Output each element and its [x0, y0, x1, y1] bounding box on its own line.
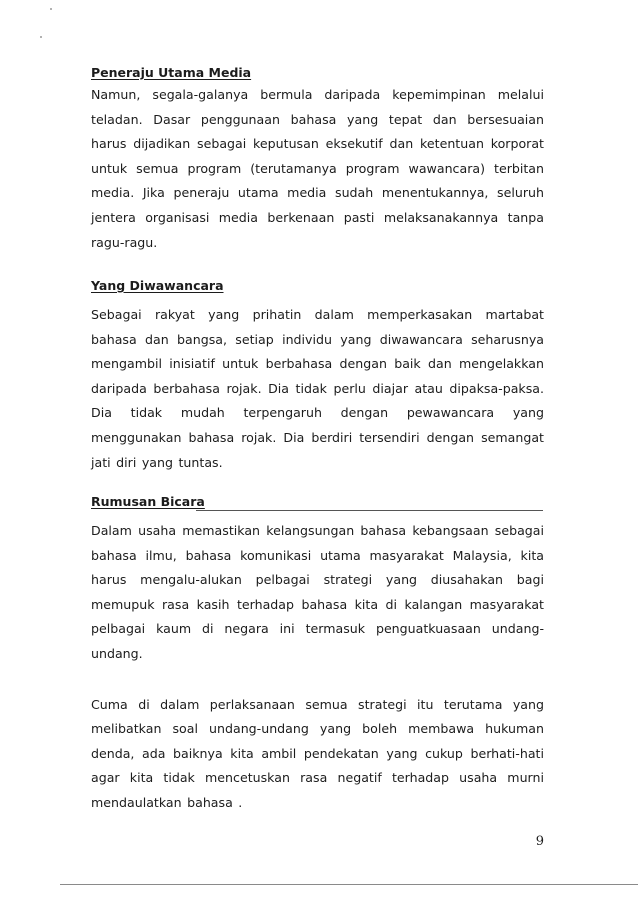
scan-speck — [50, 8, 52, 10]
paragraph: Dalam usaha memastikan kelangsungan bahasa kebangsaan sebagai bahasa ilmu, bahasa komunikasi utama masyarakat Malaysia, kita harus mengalu-alukan pelbagai strategi yang diusahakan bagi memupuk rasa kasih terhadap bahasa kita di kalangan masyarakat pelbagai kaum di negara ini termasuk penguatkuasaan undang-undang. — [91, 523, 544, 661]
section-peneraju-utama-media — [91, 62, 544, 255]
section-heading: Peneraju Utama Media — [91, 65, 252, 80]
paragraph: Cuma di dalam perlaksanaan semua strategi itu terutama yang melibatkan soal undang-undang yang boleh membawa hukuman denda, ada baiknya kita ambil pendekatan yang cukup berhati-hati agar kita tidak mencetuskan rasa negatif terhadap usaha murni mendaulatkan bahasa . — [91, 696, 544, 810]
section-rumusan-bicara — [91, 491, 544, 816]
section-heading: Rumusan Bicara — [91, 494, 205, 509]
scan-speck — [40, 36, 42, 38]
section-heading: Yang Diwawancara — [91, 278, 224, 293]
section-yang-diwawancara — [91, 275, 544, 475]
paragraph: Sebagai rakyat yang prihatin dalam memperkasakan martabat bahasa dan bangsa, setiap individu yang diwawancara seharusnya mengambil inisiatif untuk berbahasa dengan baik dan mengelakkan daripada berbahasa rojak. Dia tidak perlu diajar atau dipaksa-paksa. Dia tidak mudah terpengaruh dengan pewawancara yang menggunakan bahasa rojak. Dia berdiri tersendiri dengan semangat jati diri yang tuntas. — [91, 307, 544, 470]
footer-rule — [60, 884, 638, 885]
heading-rule — [196, 510, 543, 511]
paragraph: Namun, segala-galanya bermula daripada kepemimpinan melalui teladan. Dasar penggunaan bahasa yang tepat dan bersesuaian harus dijadikan sebagai keputusan eksekutif dan ketentuan korporat untuk semua program (terutamanya program wawancara) terbitan media. Jika peneraju utama media sudah menentukannya, seluruh jentera organisasi media berkenaan pasti melaksanakannya tanpa ragu-ragu. — [91, 87, 544, 250]
page-number: 9 — [535, 834, 544, 849]
